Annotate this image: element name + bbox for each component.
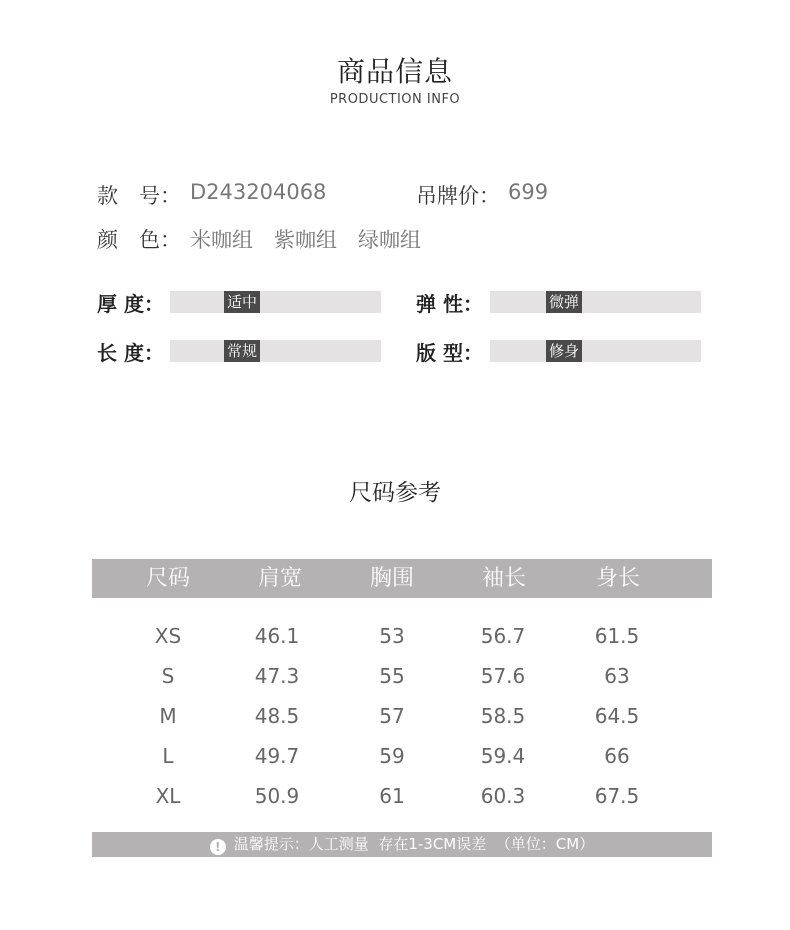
table-cell: 47.3 xyxy=(254,664,300,688)
measurement-note-text: 温馨提示：人工测量 存在1-3CM误差 （单位：CM） xyxy=(233,835,595,853)
table-cell: XS xyxy=(154,624,182,648)
page-subtitle: PRODUCTION INFO xyxy=(329,92,461,107)
size-chart-title: 尺码参考 xyxy=(349,480,441,506)
table-cell: 57.6 xyxy=(480,664,526,688)
thickness-value: 适中 xyxy=(224,291,260,313)
table-cell: 55 xyxy=(379,664,405,688)
column-header-chest: 胸围 xyxy=(369,566,414,591)
color-label: 颜 色： xyxy=(97,228,181,252)
exclamation-icon: ! xyxy=(210,839,226,855)
table-cell: 57 xyxy=(379,704,405,728)
table-cell: 56.7 xyxy=(480,624,526,648)
table-cell: XL xyxy=(155,784,181,808)
table-cell: 60.3 xyxy=(480,784,526,808)
table-cell: 63 xyxy=(604,664,630,688)
table-cell: 59 xyxy=(379,744,405,768)
table-cell: 48.5 xyxy=(254,704,300,728)
table-cell: 49.7 xyxy=(254,744,300,768)
column-header-size: 尺码 xyxy=(145,566,190,591)
length-bar xyxy=(170,340,381,362)
fit-label: 版 型： xyxy=(416,341,483,365)
elasticity-label: 弹 性： xyxy=(416,292,483,316)
length-label: 长 度： xyxy=(97,341,164,365)
table-cell: 58.5 xyxy=(480,704,526,728)
table-cell: S xyxy=(161,664,175,688)
column-header-shoulder: 肩宽 xyxy=(257,566,302,591)
color-value: 米咖组 紫咖组 绿咖组 xyxy=(190,228,421,252)
page-title: 商品信息 xyxy=(336,55,453,88)
style-number-value: D243204068 xyxy=(190,180,327,204)
table-cell: L xyxy=(162,744,174,768)
elasticity-value: 微弹 xyxy=(546,291,582,313)
column-header-sleeve: 袖长 xyxy=(481,566,526,591)
style-number-label: 款 号： xyxy=(97,184,181,208)
measurement-note xyxy=(92,832,712,857)
elasticity-bar xyxy=(490,291,701,313)
size-table-header xyxy=(92,559,712,598)
table-cell: 67.5 xyxy=(594,784,640,808)
tag-price-label: 吊牌价： xyxy=(416,184,500,208)
table-cell: 61.5 xyxy=(594,624,640,648)
table-cell: 53 xyxy=(379,624,405,648)
length-value: 常规 xyxy=(224,340,260,362)
fit-bar xyxy=(490,340,701,362)
table-cell: M xyxy=(159,704,177,728)
thickness-label: 厚 度： xyxy=(97,292,164,316)
fit-value: 修身 xyxy=(546,340,582,362)
table-cell: 50.9 xyxy=(254,784,300,808)
table-cell: 64.5 xyxy=(594,704,640,728)
tag-price-value: 699 xyxy=(508,180,549,204)
thickness-bar xyxy=(170,291,381,313)
column-header-body-length: 身长 xyxy=(595,566,640,591)
table-cell: 59.4 xyxy=(480,744,526,768)
table-cell: 46.1 xyxy=(254,624,300,648)
table-cell: 61 xyxy=(379,784,405,808)
table-cell: 66 xyxy=(604,744,630,768)
